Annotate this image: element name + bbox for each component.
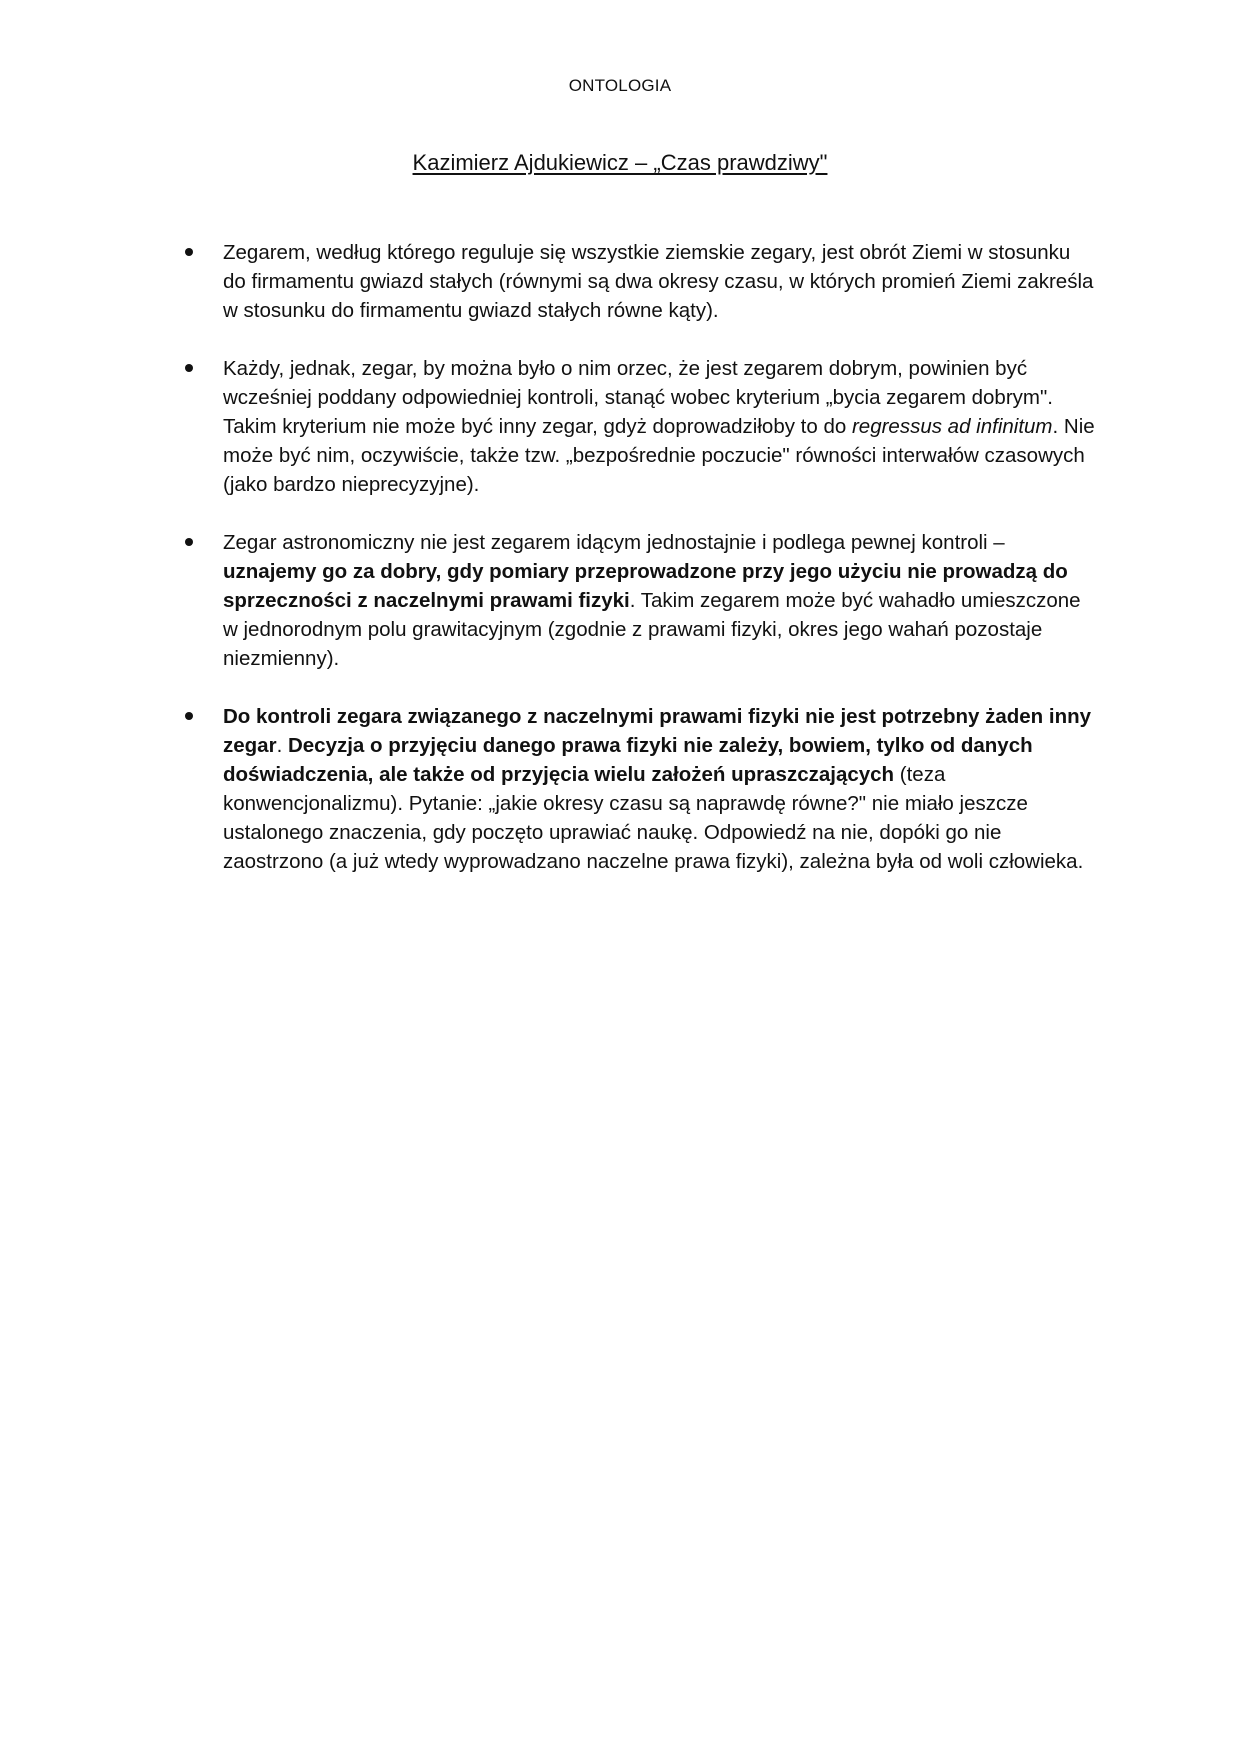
document-title: Kazimierz Ajdukiewicz – „Czas prawdziwy": [412, 150, 828, 175]
text-segment: .: [276, 734, 288, 757]
bullet-dot-icon: [185, 364, 193, 372]
italic-text-segment: regressus ad infinitum: [851, 415, 1053, 438]
bullet-item: [185, 528, 1095, 673]
text-segment: Zegarem, według którego reguluje się wszystkie ziemskie zegary, jest obrót Ziemi w stosunku do firmamentu gwiazd stałych (równymi są dwa okresy czasu, w których promień Ziemi zakreśla w stosunku do firmamentu gwiazd stałych równe kąty).: [223, 241, 1094, 322]
document-header: ONTOLOGIA: [568, 76, 672, 95]
bullet-text: [223, 705, 1091, 873]
bullet-dot-icon: [185, 538, 193, 546]
bold-text-segment: Do kontroli zegara związanego z naczelnymi prawami fizyki nie jest potrzebny żaden inny zegar: [223, 705, 1092, 757]
bullet-item: [185, 238, 1095, 325]
bullet-text: [223, 357, 1095, 496]
bullet-dot-icon: [185, 248, 193, 256]
text-segment: Każdy, jednak, zegar, by można było o nim orzec, że jest zegarem dobrym, powinien być wcześniej poddany odpowiedniej kontroli, stanąć wobec kryterium „bycia zegarem dobrym". Takim kryterium nie może być inny zegar, gdyż doprowadziłoby to do: [223, 357, 1053, 438]
bullet-dot-icon: [185, 712, 193, 720]
text-segment: . Takim zegarem może być wahadło umieszczone w jednorodnym polu grawitacyjnym (zgodnie z prawami fizyki, okres jego wahań pozostaje niezmienny).: [223, 589, 1081, 670]
bold-text-segment: uznajemy go za dobry, gdy pomiary przeprowadzone przy jego użyciu nie prowadzą do sprzeczności z naczelnymi prawami fizyki: [223, 560, 1068, 612]
bold-text-segment: Decyzja o przyjęciu danego prawa fizyki nie zależy, bowiem, tylko od danych doświadczenia, ale także od przyjęcia wielu założeń upraszczających: [223, 734, 1033, 786]
bullet-item: [185, 354, 1095, 499]
bullet-text: [223, 241, 1093, 322]
text-segment: Zegar astronomiczny nie jest zegarem idącym jednostajnie i podlega pewnej kontroli –: [223, 531, 1005, 554]
text-segment: . Nie może być nim, oczywiście, także tzw. „bezpośrednie poczucie" równości interwałów czasowych (jako bardzo nieprecyzyjne).: [223, 415, 1095, 496]
bullet-item: [185, 702, 1095, 876]
bullet-text: [223, 531, 1081, 670]
text-segment: (teza konwencjonalizmu). Pytanie: „jakie okresy czasu są naprawdę równe?" nie miało jeszcze ustalonego znaczenia, gdy poczęto uprawiać naukę. Odpowiedź na nie, dopóki go nie zaostrzono (a już wtedy wyprowadzano naczelne prawa fizyki), zależna była od woli człowieka.: [223, 763, 1084, 873]
bullet-list: [185, 238, 1095, 905]
